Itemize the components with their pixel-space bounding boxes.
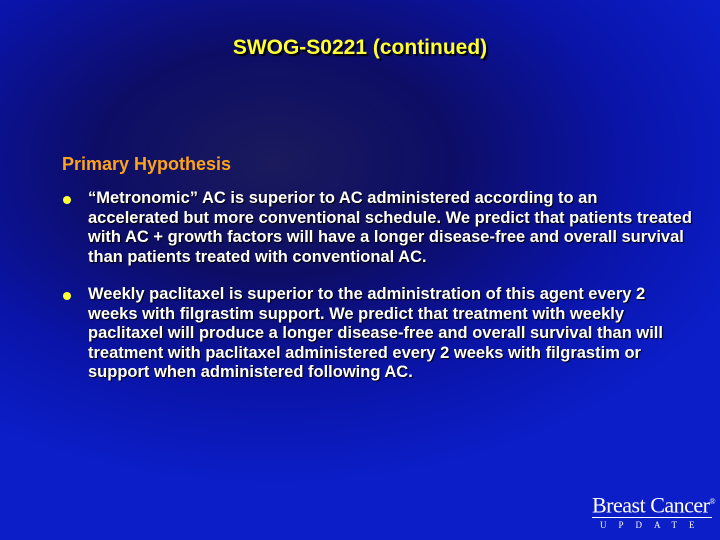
slide-title: SWOG-S0221 (continued) (232, 36, 488, 59)
bullet-text: Weekly paclitaxel is superior to the administration of this agent every 2 weeks with filgrastim support. We predict that treatment with weekly paclitaxel will produce a longer disease-free and overall survival than will treatment with paclitaxel administered every 2 weeks with filgrastim or support when administered following AC. (88, 285, 663, 381)
logo-subtitle: UPDATE (600, 520, 707, 531)
bullet-text: “Metronomic” AC is superior to AC administered according to an accelerated but more conventional schedule. We predict that patients treated with AC + growth factors will have a longer disease-free and overall survival than patients treated with conventional AC. (88, 189, 692, 266)
bullet-dot-icon (63, 292, 71, 300)
bullet-list (62, 189, 692, 401)
bullet-dot-icon (63, 196, 71, 204)
breast-cancer-update-logo (592, 490, 716, 531)
bullet-item (62, 189, 692, 267)
logo-name (592, 490, 716, 518)
logo-trademark: ® (709, 497, 716, 506)
logo-name-text: Breast Cancer (592, 492, 710, 518)
bullet-item (62, 285, 692, 383)
section-heading: Primary Hypothesis (62, 154, 232, 174)
